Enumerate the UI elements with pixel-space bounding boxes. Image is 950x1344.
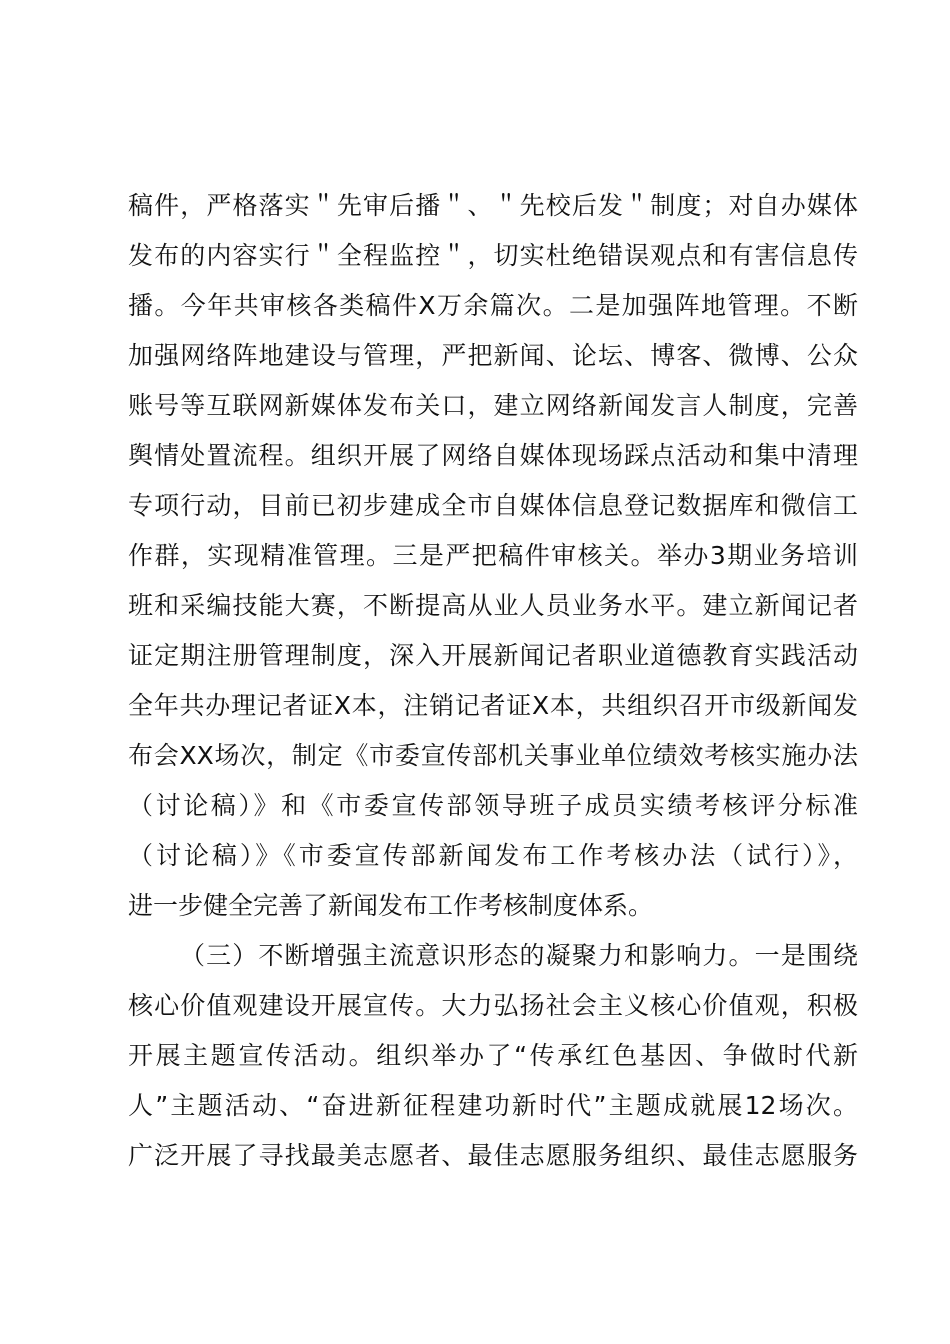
text-line: （讨论稿）》和《市委宣传部领导班子成员实绩考核评分标准 xyxy=(128,791,858,820)
text-line: （讨论稿）》《市委宣传部新闻发布工作考核办法（试行）》， xyxy=(128,841,858,870)
text-line: 证定期注册管理制度，深入开展新闻记者职业道德教育实践活动 xyxy=(128,641,858,670)
text-line: 布会XX场次，制定《市委宣传部机关事业单位绩效考核实施办法 xyxy=(128,741,858,770)
text-line: 进一步健全完善了新闻发布工作考核制度体系。 xyxy=(128,891,654,920)
body-text xyxy=(128,181,858,1181)
text-line: 加强网络阵地建设与管理，严把新闻、论坛、博客、微博、公众 xyxy=(128,341,858,370)
paragraph-start-line: （三）不断增强主流意识形态的凝聚力和影响力。一是围绕 xyxy=(180,941,858,970)
text-line: 开展主题宣传活动。组织举办了“传承红色基因、争做时代新 xyxy=(128,1041,858,1070)
text-line: 播。今年共审核各类稿件X万余篇次。二是加强阵地管理。不断 xyxy=(128,291,858,320)
text-line: 班和采编技能大赛，不断提高从业人员业务水平。建立新闻记者 xyxy=(128,591,858,620)
text-line: 核心价值观建设开展宣传。大力弘扬社会主义核心价值观，积极 xyxy=(128,991,858,1020)
text-line: 专项行动，目前已初步建成全市自媒体信息登记数据库和微信工 xyxy=(128,491,858,520)
text-line: 全年共办理记者证X本，注销记者证X本，共组织召开市级新闻发 xyxy=(128,691,858,720)
text-line: 稿件，严格落实＂先审后播＂、＂先校后发＂制度；对自办媒体 xyxy=(128,191,858,220)
text-line: 发布的内容实行＂全程监控＂，切实杜绝错误观点和有害信息传 xyxy=(128,241,858,270)
text-line: 广泛开展了寻找最美志愿者、最佳志愿服务组织、最佳志愿服务 xyxy=(128,1141,858,1170)
text-line: 人”主题活动、“奋进新征程建功新时代”主题成就展12场次。 xyxy=(128,1091,858,1120)
text-line: 账号等互联网新媒体发布关口，建立网络新闻发言人制度，完善 xyxy=(128,391,858,420)
text-line: 作群，实现精准管理。三是严把稿件审核关。举办3期业务培训 xyxy=(128,541,858,570)
text-line: 舆情处置流程。组织开展了网络自媒体现场踩点活动和集中清理 xyxy=(128,441,858,470)
